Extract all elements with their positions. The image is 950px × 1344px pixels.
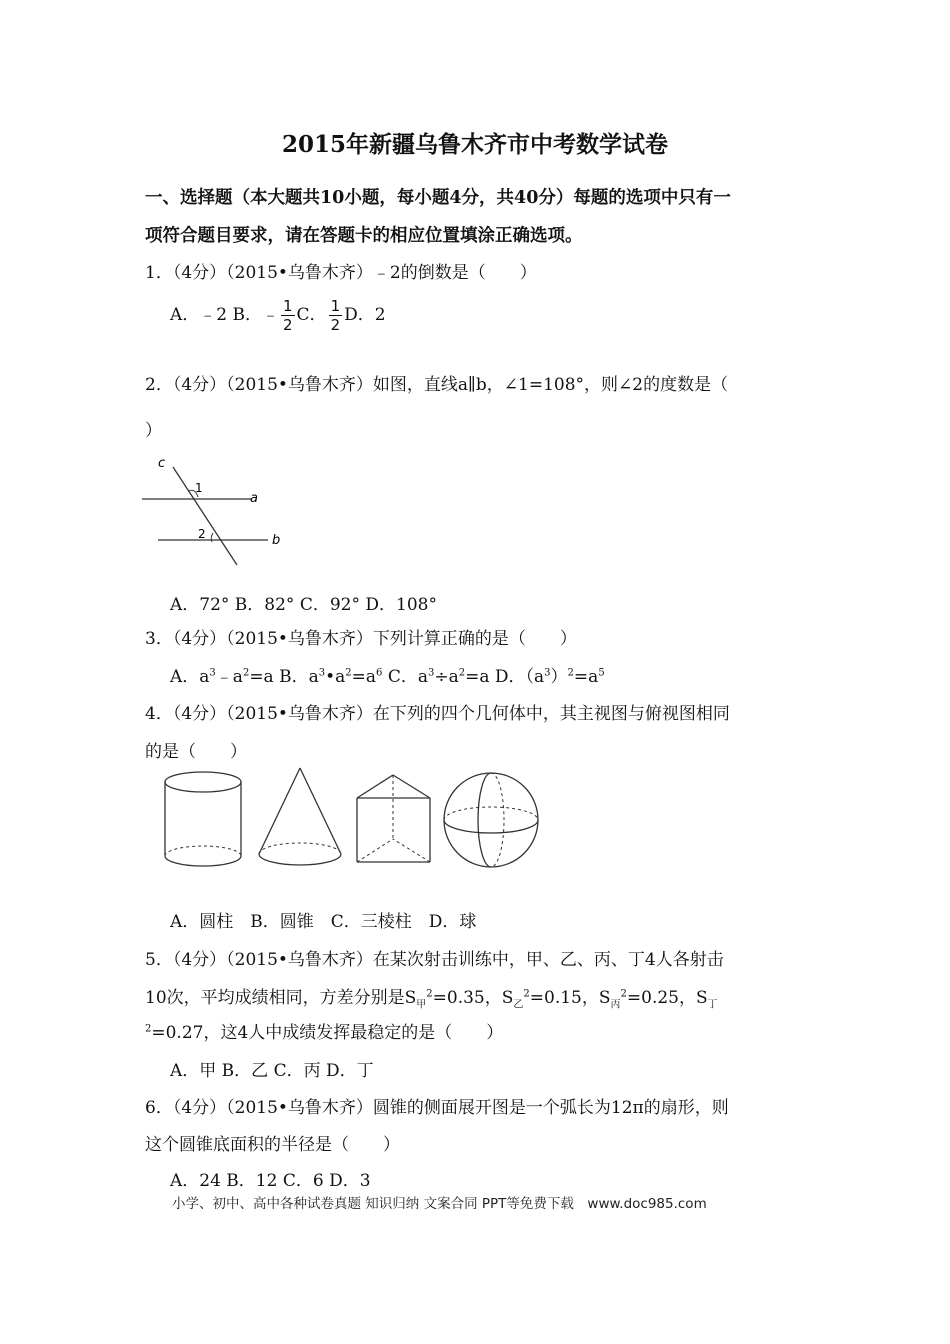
cone-icon: [259, 768, 341, 865]
question-1-options: [170, 297, 386, 334]
page-title: 2015年新疆乌鲁木齐市中考数学试卷: [281, 131, 668, 158]
question-4-options: A．圆柱 B．圆锥 C．三棱柱 D．球: [170, 912, 477, 932]
q1-option-c: C．: [296, 305, 327, 325]
label-angle2: 2: [198, 527, 206, 541]
fraction-half-1: $\frac{1}{2}$: [283, 297, 293, 334]
question-1-stem: 1．（4分）（2015•乌鲁木齐）﹣2的倒数是（ ）: [145, 263, 537, 283]
question-5-options: A．甲 B．乙 C．丙 D．丁: [170, 1061, 374, 1081]
question-3-stem: 3．（4分）（2015•乌鲁木齐）下列计算正确的是（ ）: [145, 629, 577, 649]
question-4-stem2: 的是（ ）: [145, 742, 247, 762]
question-5-line2: 10次，平均成绩相同，方差分别是$S_甲^2=0.35$，$S_乙^2=0.15$，$S_丙^2=0.25$，$S_丁$: [145, 988, 718, 1011]
solids-figure: [155, 762, 550, 877]
label-b: b: [272, 533, 281, 548]
question-6-stem2: 这个圆锥底面积的半径是（ ）: [145, 1135, 400, 1155]
question-5-stem: 5．（4分）（2015•乌鲁木齐）在某次射击训练中，甲、乙、丙、丁4人各射击: [145, 950, 724, 970]
cylinder-icon: [165, 772, 241, 866]
question-2-options: A．72° B．82° C．92° D．108°: [170, 595, 437, 615]
question-3-options: A．$a^3﹣a^2=a$ B．$a^3•a^2=a^6$ C．$a^3\div a^2=a$ D．$(a^3)^2=a^5$: [170, 667, 605, 687]
q1-option-a-b: A．﹣2 B．﹣: [170, 305, 279, 325]
question-2-stem-end: ）: [145, 421, 162, 441]
triangular-prism-icon: [357, 775, 430, 862]
q1-option-d: D．2: [344, 305, 386, 325]
label-c: c: [158, 456, 166, 471]
sphere-icon: [444, 773, 538, 867]
question-6-options: A．24 B．12 C．6 D．3: [170, 1171, 371, 1191]
label-a: a: [250, 491, 258, 506]
fraction-half-2: $\frac{1}{2}$: [330, 297, 341, 334]
question-5-line3: $^2$=0.27，这4人中成绩发挥最稳定的是（ ）: [145, 1023, 504, 1043]
footer-watermark: 小学、初中、高中各种试卷真题 知识归纳 文案合同 PPT等免费下载 www.doc985.com: [172, 1196, 707, 1212]
section-heading-line2: 项符合题目要求，请在答题卡的相应位置填涂正确选项。: [145, 226, 583, 246]
question-4-stem: 4．（4分）（2015•乌鲁木齐）在下列的四个几何体中，其主视图与俯视图相同: [145, 704, 730, 724]
parallel-lines-figure: [140, 452, 290, 572]
question-2-stem: 2．（4分）（2015•乌鲁木齐）如图，直线a∥b，∠1=108°，则∠2的度数是（: [145, 375, 729, 395]
question-6-stem: 6．（4分）（2015•乌鲁木齐）圆锥的侧面展开图是一个弧长为12π的扇形，则: [145, 1098, 729, 1118]
label-angle1: 1: [195, 481, 203, 495]
section-heading-line1: 一、选择题（本大题共10小题，每小题4分，共40分）每题的选项中只有一: [145, 188, 731, 208]
